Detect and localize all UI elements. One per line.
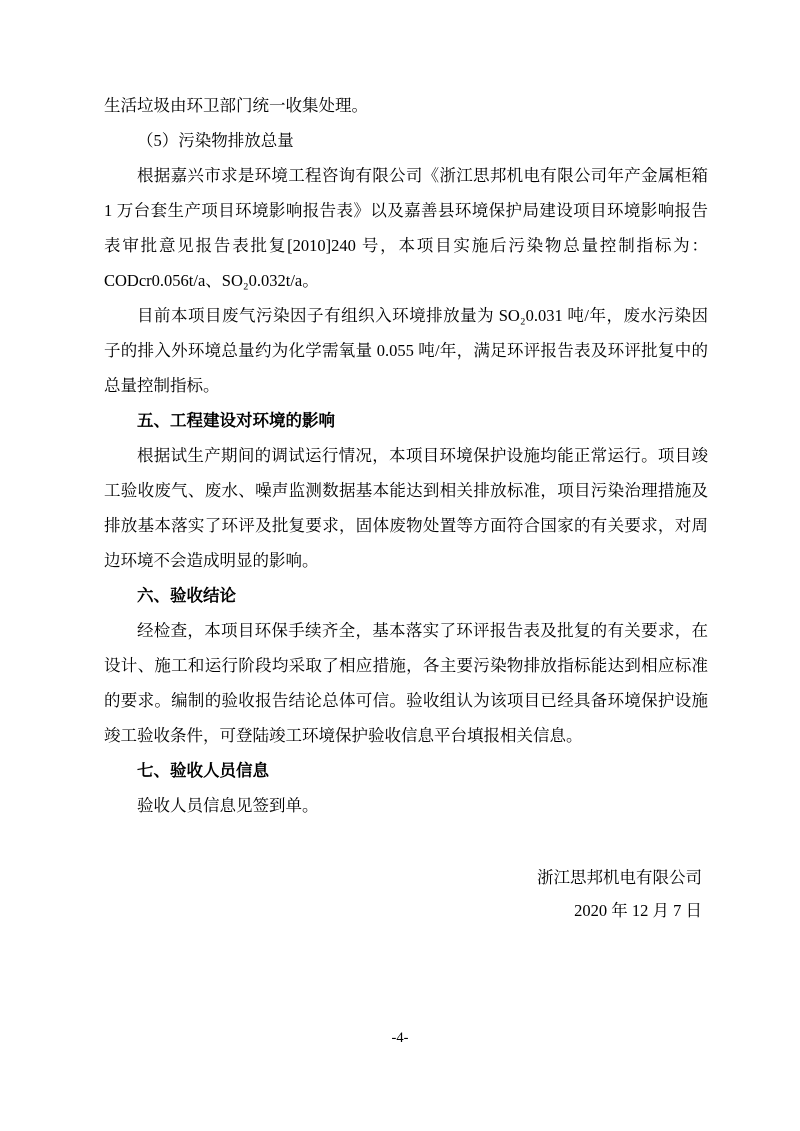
signature-company: 浙江思邦机电有限公司	[537, 868, 702, 887]
paragraph-section-six-body: 经检查，本项目环保手续齐全，基本落实了环评报告表及批复的有关要求，在设计、施工和运行阶段均采取了相应措施，各主要污染物排放指标能达到相应标准的要求。编制的验收报告结论总体可信。验收组认为该项目已经具备环境保护设施竣工验收条件，可登陆竣工环境保护验收信息平台填报相关信息。	[104, 621, 708, 745]
document-body	[104, 88, 708, 927]
paragraph-approval-basis: 根据嘉兴市求是环境工程咨询有限公司《浙江思邦机电有限公司年产金属柜箱 1 万台套生产项目环境影响报告表》以及嘉善县环境保护局建设项目环境影响报告表审批意见报告表批复[2010]240 号，本项目实施后污染物总量控制指标为：CODcr0.056t/a、SO₂0.032t/a。	[104, 166, 708, 290]
paragraph-waste-collection: 生活垃圾由环卫部门统一收集处理。	[104, 96, 368, 115]
signature-date: 2020 年 12 月 7 日	[574, 901, 702, 920]
page-number: -4-	[391, 1030, 409, 1046]
heading-section-seven: 七、验收人员信息	[137, 761, 269, 780]
heading-section-six: 六、验收结论	[137, 586, 236, 605]
paragraph-item5-title: （5）污染物排放总量	[137, 131, 294, 150]
signature-block	[104, 861, 708, 927]
heading-section-five: 五、工程建设对环境的影响	[137, 411, 335, 430]
paragraph-current-emission: 目前本项目废气污染因子有组织入环境排放量为 SO₂0.031 吨/年，废水污染因子的排入外环境总量约为化学需氧量 0.055 吨/年，满足环评报告表及环评批复中的总量控制指标。	[104, 306, 708, 395]
paragraph-section-seven-body: 验收人员信息见签到单。	[137, 796, 319, 815]
paragraph-section-five-body: 根据试生产期间的调试运行情况，本项目环境保护设施均能正常运行。项目竣工验收废气、废水、噪声监测数据基本能达到相关排放标准，项目污染治理措施及排放基本落实了环评及批复要求，固体废物处置等方面符合国家的有关要求，对周边环境不会造成明显的影响。	[104, 446, 708, 570]
